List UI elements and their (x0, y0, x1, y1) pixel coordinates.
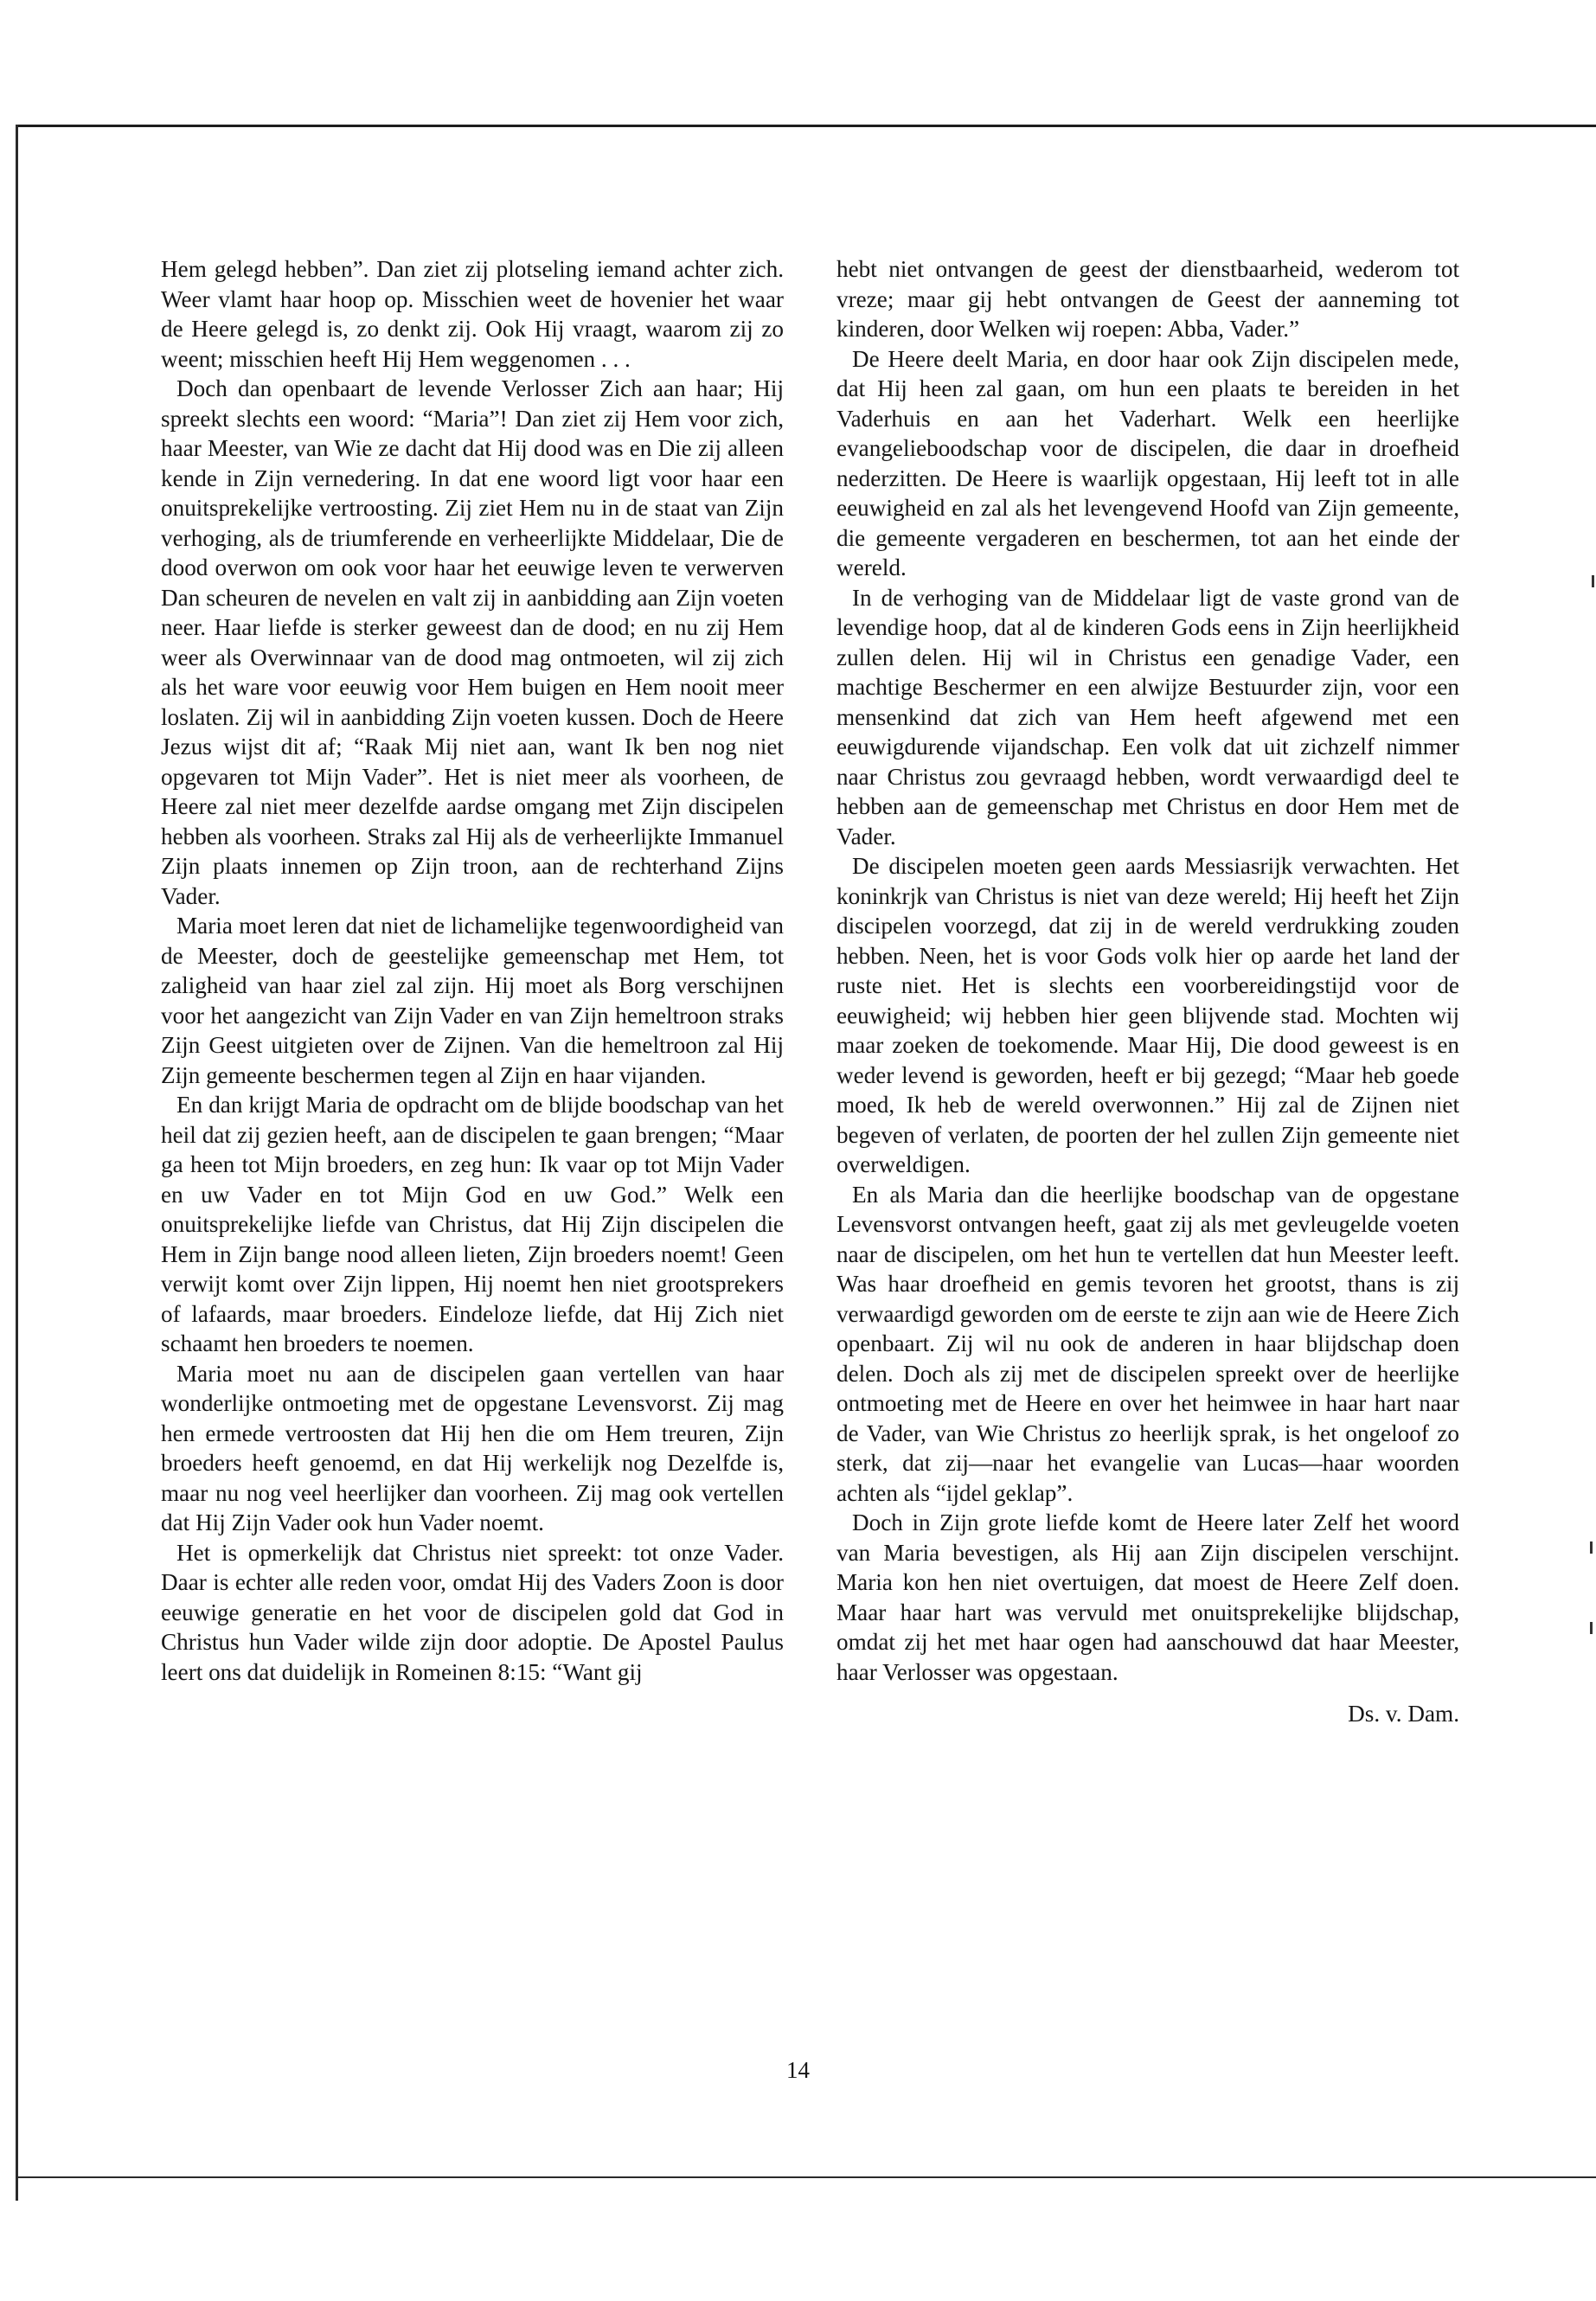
paragraph: En als Maria dan die heerlijke boodschap van de opgestane Levensvorst ontvangen heeft, gaat zij als met gevleugelde voeten naar de discipelen, om het hun te vertellen dat hun Meester leeft. Was haar droefheid en gemis tevoren het grootst, thans is zij verwaardigd geworden om de eerste te zijn aan wie de Heere Zich openbaart. Zij wil nu ook de anderen in haar blijdschap doen delen. Doch als zij met de discipelen spreekt over de heerlijke ontmoeting met de Heere en over het heimwee in haar hart naar de Vader, van Wie Christus zo heerlijk sprak, is het ongeloof zo sterk, dat zij—naar het evangelie van Lucas—haar woorden achten als “ijdel geklap”. (836, 1181, 1459, 1506)
paragraph: hebt niet ontvangen de geest der dienstbaarheid, wederom tot vreze; maar gij hebt ontvangen de Geest der aanneming tot kinderen, door Welken wij roepen: Abba, Vader.” (836, 256, 1459, 342)
paragraph: Maria moet leren dat niet de lichamelijke tegenwoordigheid van de Meester, doch de geestelijke gemeenschap met Hem, tot zaligheid van haar ziel zal zijn. Hij moet als Borg verschijnen voor het aangezicht van Zijn Vader en van Zijn hemeltroon straks Zijn Geest uitgieten over de Zijnen. Van die hemeltroon zal Hij Zijn gemeente beschermen tegen al Zijn en haar vijanden. (161, 913, 784, 1088)
scan-edge-mark (1590, 1622, 1593, 1634)
bottom-rule (16, 2176, 1596, 2178)
paragraph: De discipelen moeten geen aards Messiasrijk verwachten. Het koninkrjk van Christus is niet van deze wereld; Hij heeft het Zijn discipelen voorzegd, dat zij in de wereld verdrukking zouden hebben. Neen, het is voor Gods volk hier op aarde het land der ruste niet. Het is slechts een voorbereidingstijd voor de eeuwigheid; wij hebben hier geen blijvende stad. Mochten wij maar zoeken de toekomende. Maar Hij, Die dood geweest is en weder levend is geworden, heeft er bij gezegd; “Maar heb goede moed, Ik heb de wereld overwonnen.” Hij zal de Zijnen niet begeven of verlaten, de poorten der hel zullen Zijn gemeente niet overweldigen. (836, 853, 1459, 1177)
author-signature: Ds. v. Dam. (1348, 1701, 1459, 1727)
paragraph: Het is opmerkelijk dat Christus niet spreekt: tot onze Vader. Daar is echter alle reden voor, omdat Hij des Vaders Zoon is door eeuwige generatie en het voor de discipelen gold dat God in Christus hun Vader wilde zijn door adoptie. De Apostel Paulus leert ons dat duidelijk in Romeinen 8:15: “Want gij (161, 1539, 784, 1685)
paragraph: In de verhoging van de Middelaar ligt de vaste grond van de levendige hoop, dat al de kinderen Gods eens in Zijn heerlijkheid zullen delen. Hij wil in Christus een genadige Vader, een machtige Beschermer en een alwijze Bestuurder zijn, voor een mensenkind dat zich van Hem heeft afgewend met een eeuwigdurende vijandschap. Een volk dat uit zichzelf nimmer naar Christus zou gevraagd hebben, wordt verwaardigd deel te hebben aan de gemeenschap met Christus en door Hem met de Vader. (836, 584, 1459, 849)
left-column (161, 254, 784, 1687)
right-column (836, 254, 1459, 1729)
scan-edge-mark (1592, 575, 1594, 587)
paragraph: Doch in Zijn grote liefde komt de Heere later Zelf het woord van Maria bevestigen, als Hij aan Zijn discipelen verschijnt. Maria kon hen niet overtuigen, dat moest de Heere Zelf doen. Maar haar hart was vervuld met onuitsprekelijke blijdschap, omdat zij het met haar ogen had aanschouwd dat haar Meester, haar Verlosser was opgestaan. (836, 1509, 1459, 1685)
scan-edge-mark (1590, 1541, 1593, 1554)
left-page-edge (16, 125, 18, 2201)
paragraph: Hem gelegd hebben”. Dan ziet zij plotseling iemand achter zich. Weer vlamt haar hoop op. Misschien weet de hovenier het waar de Heere gelegd is, zo denkt zij. Ook Hij vraagt, waarom zij zo weent; misschien heeft Hij Hem weggenomen . . . (161, 256, 784, 372)
page-number: 14 (786, 2057, 810, 2083)
paragraph: Doch dan openbaart de levende Verlosser Zich aan haar; Hij spreekt slechts een woord: “Maria”! Dan ziet zij Hem voor zich, haar Meester, van Wie ze dacht dat Hij dood was en Die zij alleen kende in Zijn vernedering. In dat ene woord ligt voor haar een onuitsprekelijke vertroosting. Zij ziet Hem nu in de staat van Zijn verhoging, als de triumferende en verheerlijkte Middelaar, Die de dood overwon om ook voor haar het eeuwige leven te verwerven Dan scheuren de nevelen en valt zij in aanbidding aan Zijn voeten neer. Haar liefde is sterker geweest dan de dood; en nu zij Hem weer als Overwinnaar van de dood mag ontmoeten, wil zij zich als het ware voor eeuwig voor Hem buigen en Hem nooit meer loslaten. Zij wil in aanbidding Zijn voeten kussen. Doch de Heere Jezus wijst dit af; “Raak Mij niet aan, want Ik ben nog niet opgevaren tot Mijn Vader”. Het is niet meer als voorheen, de Heere zal niet meer dezelfde aardse omgang met Zijn discipelen hebben als voorheen. Straks zal Hij als de verheerlijkte Immanuel Zijn plaats innemen op Zijn troon, aan de rechterhand Zijns Vader. (161, 375, 784, 909)
paragraph: Maria moet nu aan de discipelen gaan vertellen van haar wonderlijke ontmoeting met de opgestane Levensvorst. Zij mag hen ermede vertroosten dat Hij hen die om Hem treuren, Zijn broeders heeft genoemd, en dat Hij werkelijk nog Dezelfde is, maar nu nog veel heerlijker dan voorheen. Zij mag ook vertellen dat Hij Zijn Vader ook hun Vader noemt. (161, 1360, 784, 1535)
paragraph: De Heere deelt Maria, en door haar ook Zijn discipelen mede, dat Hij heen zal gaan, om hun een plaats te bereiden in het Vaderhuis en aan het Vaderhart. Welk een heerlijke evangelieboodschap voor de discipelen, die daar in droefheid nederzitten. De Heere is waarlijk opgestaan, Hij leeft tot in alle eeuwigheid en zal als het levengevend Hoofd van Zijn gemeente, die gemeente vergaderen en beschermen, tot aan het einde der wereld. (836, 345, 1459, 580)
top-rule (17, 125, 1596, 127)
paragraph: En dan krijgt Maria de opdracht om de blijde boodschap van het heil dat zij gezien heeft, aan de discipelen te gaan brengen; “Maar ga heen tot Mijn broeders, en zeg hun: Ik vaar op tot Mijn Vader en uw Vader en tot Mijn God en uw God.” Welk een onuitsprekelijke liefde van Christus, dat Hij Zijn discipelen die Hem in Zijn bange nood alleen lieten, Zijn broeders noemt! Geen verwijt komt over Zijn lippen, Hij noemt hen niet grootsprekers of lafaards, maar broeders. Eindeloze liefde, dat Hij Zich niet schaamt hen broeders te noemen. (161, 1092, 784, 1356)
